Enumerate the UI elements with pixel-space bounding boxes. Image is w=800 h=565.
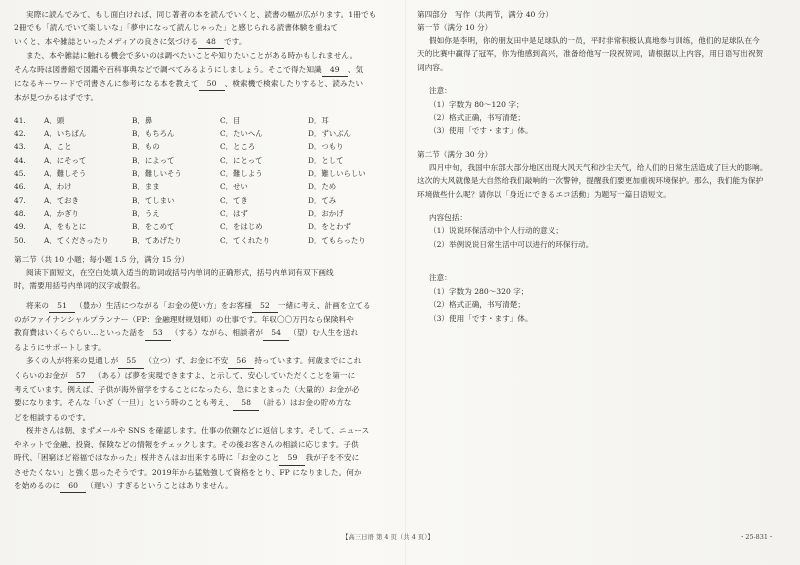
option-choice: B．もちろん <box>132 129 175 139</box>
para2-line: どを相談するのです。 <box>14 412 91 422</box>
option-choice: D．をとわず <box>308 222 351 232</box>
passage-line <box>14 77 399 91</box>
para2-line <box>14 354 399 368</box>
notice-item: （2）格式正确，书写清楚； <box>429 113 525 123</box>
option-choice: A．頭 <box>44 115 65 125</box>
question-number: 50. <box>14 235 26 245</box>
section1-body: 假如你是李明，你的朋友田中是足球队的一员，平时非常积极认真地参与训练，他们的足球队在今 <box>429 36 760 45</box>
passage-text: そんな時は図書館で図鑑や百科事典などで調べてみるようにしましょう。そこで得た知識 <box>14 64 322 74</box>
option-choice: B．をこめて <box>132 222 175 232</box>
blank-60: 60 <box>60 479 86 493</box>
left-column <box>14 8 399 493</box>
text: （望）む人生を送れ <box>289 328 359 338</box>
option-row <box>14 194 399 207</box>
option-row <box>14 167 399 180</box>
option-choice: A．にそって <box>44 155 87 165</box>
content-title: 内容包括： <box>429 213 467 223</box>
page-fold <box>405 0 406 565</box>
passage-text: になるキーワードで司書さんに参考になる本を教えて <box>14 79 199 89</box>
option-choice: C．たいへん <box>220 129 263 139</box>
passage-line: 2冊でも「読んでいて楽しいな」「夢中になって読んじゃった」と感じられる読書体験を重ねて <box>14 23 339 33</box>
part4-title: 第四部分 写作（共两节，满分 40 分） <box>417 10 553 19</box>
question-number: 47. <box>14 195 26 205</box>
option-choice: B．鼻 <box>132 115 153 125</box>
para2-line <box>14 369 399 383</box>
question-number: 45. <box>14 169 26 179</box>
blank-58: 58 <box>233 396 259 410</box>
question-number: 48. <box>14 208 26 218</box>
option-choice: C．てくれたり <box>220 235 270 245</box>
option-choice: A．こと <box>44 142 72 152</box>
option-choice: A．ておき <box>44 195 79 205</box>
text: （ある）ば夢を実現できますよ、と示して、安心していただくことを第一に <box>93 370 356 380</box>
para3-line <box>14 451 399 465</box>
option-choice: D．ずいぶん <box>308 129 351 139</box>
para2-line <box>14 396 399 410</box>
passage-line: 本が見つかるはずです。 <box>14 93 99 103</box>
option-choice: D．てもらったり <box>308 235 366 245</box>
notice-item: （1）字数为 280～320 字； <box>429 286 529 296</box>
text: 持っています。何歳までにこれ <box>254 356 362 366</box>
option-row <box>14 127 399 140</box>
para3-line: 桜井さんは朝、まずメールや SNS を確認します。仕事の依頼などに返信します。そして、ニュース <box>26 426 370 436</box>
blank-50: 50 <box>199 77 225 91</box>
section2-title: 第二节（共 10 小题；每小题 1.5 分，满分 15 分） <box>14 254 189 264</box>
content-item: （2）举例说说日常生活中可以进行的环保行动。 <box>429 239 594 249</box>
option-choice: C．をはじめ <box>220 222 263 232</box>
option-row <box>14 207 399 220</box>
question-number: 42. <box>14 129 26 139</box>
option-choice: D．おかげ <box>308 208 344 218</box>
notice-title: 注意： <box>429 86 452 96</box>
option-choice: A．難しそう <box>44 169 87 179</box>
blank-49: 49 <box>322 63 348 77</box>
option-row <box>14 154 399 167</box>
section2-instruction: 阅读下面短文，在空白处填入适当的助词或括号内单词的正确形式，括号内单词有双下画线 <box>26 267 334 277</box>
section1-body: 词内容。 <box>417 62 448 72</box>
blank-59: 59 <box>279 451 305 465</box>
question-number: 43. <box>14 142 26 152</box>
option-row <box>14 180 399 193</box>
blank-57: 57 <box>68 369 94 383</box>
option-choice: D．難しいらしい <box>308 169 366 179</box>
passage-line: また、本や雑誌に触れる機会で多いのは調べたいことや知りたいことがある時かもしれません。 <box>26 51 358 61</box>
option-choice: B．によって <box>132 155 175 165</box>
text: （豊か）生活につながる「お金の使い方」をお客様 <box>75 300 252 310</box>
option-choice: A．かぎり <box>44 208 79 218</box>
notice-item: （2）格式正确，书写清楚； <box>429 300 525 310</box>
passage-line: 実際に読んでみて、もし面白ければ、同じ著者の本を読んでいくと、読書の幅が広がります。1冊でも <box>26 10 377 19</box>
text: （計る）はお金の貯め方な <box>259 398 352 408</box>
passage-text: 、検索機で検索したりすると、読みたい <box>224 79 364 89</box>
option-choice: B．もの <box>132 142 160 152</box>
options-list <box>14 114 399 247</box>
content-item: （1）说说环保活动中个人行动的意义； <box>429 226 563 236</box>
option-choice: C．はず <box>220 208 248 218</box>
question-number: 44. <box>14 155 26 165</box>
option-choice: D．ため <box>308 182 337 192</box>
option-row <box>14 114 399 127</box>
text: 将来の <box>26 300 50 310</box>
text: 多くの人が将来の見通しが <box>26 356 119 366</box>
text: 我が子を不安に <box>305 453 360 463</box>
exam-code: ・25-831・ <box>739 533 775 541</box>
option-choice: D．てみ <box>308 195 337 205</box>
section2-body: 四月中旬，我国中东部大部分地区出现大风天气和沙尘天气，给人们的日常生活造成了巨大的影响。 <box>429 162 768 172</box>
option-choice: A．わけ <box>44 182 72 192</box>
text: （する）ながら、相談者が <box>170 328 264 338</box>
option-choice: C．てき <box>220 195 248 205</box>
blank-53: 53 <box>145 326 171 340</box>
option-choice: C．難しよう <box>220 169 263 179</box>
blank-52: 52 <box>252 299 278 313</box>
option-choice: D．耳 <box>308 115 329 125</box>
notice-item: （3）使用「です・ます」体。 <box>429 313 533 323</box>
blank-55: 55 <box>118 354 144 368</box>
section1-title: 第一节（满分 10 分） <box>417 23 493 32</box>
option-choice: C．目 <box>220 115 241 125</box>
blank-56: 56 <box>228 354 254 368</box>
option-row <box>14 234 399 247</box>
blank-48: 48 <box>198 35 224 49</box>
para1-line: るようにサポートします。 <box>14 342 106 352</box>
passage-text: 、気 <box>347 64 364 74</box>
option-choice: C．ところ <box>220 142 256 152</box>
para3-line <box>14 479 399 493</box>
passage-text: いくと、本や雑誌といったメディアの良さに気づける <box>14 36 199 46</box>
passage-line <box>14 63 399 77</box>
para1-line: のがファイナンシャルプランナー（FP：金融理财规划师）の仕事です。年収〇〇万円なら保険料や <box>14 315 354 325</box>
text: （遅い）すぎるということはありません。 <box>86 480 233 490</box>
option-choice: D．として <box>308 155 344 165</box>
blank-54: 54 <box>263 326 289 340</box>
right-column <box>417 8 789 325</box>
text: 一緒に考え、計画を立てる <box>277 300 371 310</box>
text: くらいのお金が <box>14 370 68 380</box>
option-choice: A．をもとに <box>44 222 87 232</box>
blank-51: 51 <box>49 299 75 313</box>
text: 要になります。そんな「いざ（一旦）」という時のことも考え、 <box>14 398 234 408</box>
question-number: 41. <box>14 115 26 125</box>
question-number: 46. <box>14 182 26 192</box>
option-choice: C．にとって <box>220 155 263 165</box>
option-choice: A．いちばん <box>44 129 87 139</box>
option-choice: A．てくださったり <box>44 235 109 245</box>
section2-body: 环境做些什么呢？请你以「身近にできるエコ活動」为题写一篇日语短文。 <box>417 189 671 199</box>
option-choice: B．てあげたり <box>132 235 182 245</box>
text: を始めるのに <box>14 480 61 490</box>
option-row <box>14 140 399 153</box>
notice-title: 注意： <box>429 273 452 283</box>
page-number: 【高三日语 第 4 页（共 4 页）】 <box>342 533 434 541</box>
passage-text: です。 <box>224 36 247 46</box>
passage-line <box>14 35 399 49</box>
section2-instruction: 时，需要用括号内单词的汉字或假名。 <box>14 281 145 291</box>
option-choice: C．せい <box>220 182 248 192</box>
notice-item: （1）字数为 80～120 字； <box>429 99 524 109</box>
section2-body: 这次的大风就像是大自然给我们敲响的一次警钟，提醒我们要更加重视环境保护。那么，我们能为保护 <box>417 176 764 186</box>
section1-body: 天的比赛中赢得了冠军，你为他感到高兴，准备给他写一段祝贺词，请根据以上内容，用日语写出祝贺 <box>417 49 764 59</box>
notice-item: （3）使用「です・ます」体。 <box>429 126 533 136</box>
para3-line: させたくない」と強く思ったそうです。2019年から猛勉強して資格をとり、FP になりました。何か <box>14 467 362 477</box>
para2-line: 考えています。例えば、子供が海外留学をすることになったら、急にまとまった（大量的）お金が必 <box>14 385 360 395</box>
option-choice: B．うえ <box>132 208 160 218</box>
question-number: 49. <box>14 222 26 232</box>
text: 時代、「困窮ほど裕福ではなかった」桜井さんはお出来する時に「お金のこと <box>14 453 280 463</box>
option-row <box>14 220 399 233</box>
option-choice: D．つもり <box>308 142 344 152</box>
para3-line: やネットで金融、投資、保険などの情報をチェックします。その後お客さんの相談に応じます。子供 <box>14 439 359 449</box>
section2-title: 第二节（满分 30 分） <box>417 149 493 159</box>
para1-line <box>14 326 399 340</box>
option-choice: B．てしまい <box>132 195 175 205</box>
para1-line <box>14 299 399 313</box>
text: 教育費はいくらぐらい…といった話を <box>14 328 145 338</box>
text: （立つ）ず、お金に不安 <box>144 356 229 366</box>
option-choice: B．難しいそう <box>132 169 182 179</box>
option-choice: B．まま <box>132 182 160 192</box>
